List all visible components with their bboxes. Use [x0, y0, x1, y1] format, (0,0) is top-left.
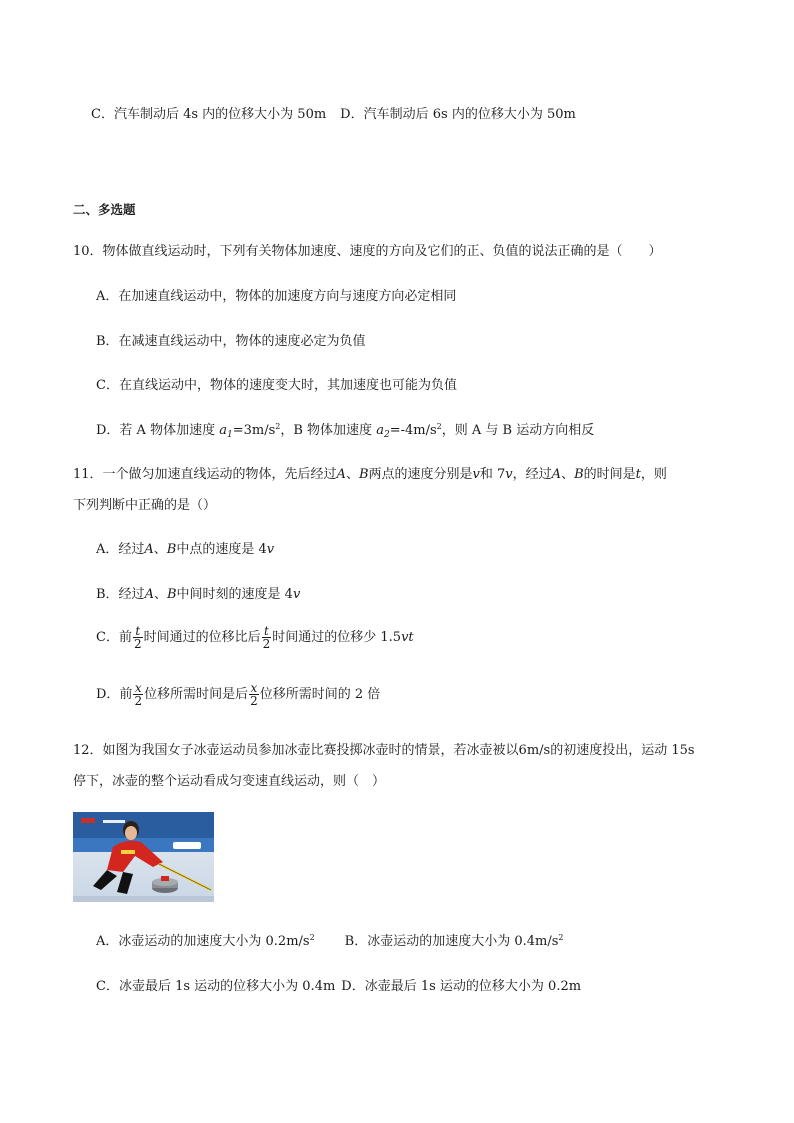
q9-option-c-letter: C．: [91, 107, 114, 122]
section-title: 二、多选题: [73, 202, 136, 217]
q12-stem-line2: 停下，冰壶的整个运动看成匀变速直线运动，则（ ）: [73, 774, 386, 789]
q10-stem: 10．物体做直线运动时，下列有关物体加速度、速度的方向及它们的正、负值的说法正确的是（ ）: [73, 244, 662, 259]
q9-options-row: [91, 103, 576, 122]
q11-option-d: D．前 $\frac{x}{2}$ 位移所需时间是后 $\frac{x}{2}$ 位移所需时间的 2 倍: [96, 681, 381, 708]
q11-stem: 11．一个做匀加速直线运动的物体，先后经过A、B两点的速度分别是v和 7v，经过A、B的时间是t，则: [73, 467, 667, 482]
q10-option-a: A．在加速直线运动中，物体的加速度方向与速度方向必定相同: [96, 289, 457, 304]
q12-options-row-2: [96, 975, 581, 994]
curling-athlete-photo: [73, 812, 214, 902]
q11-option-a: A．经过A、B中点的速度是 4v: [96, 542, 275, 557]
fraction-t-over-2: $\frac{t}{2}$: [262, 624, 271, 651]
q12-option-d: D．冰壶最后 1s 运动的位移大小为 0.2m: [341, 979, 582, 994]
q11-option-c: C．前 $\frac{t}{2}$ 时间通过的位移比后 $\frac{t}{2}$ 时间通过的位移少 1.5vt: [96, 624, 414, 651]
q12-stem-line1: 12．如图为我国女子冰壶运动员参加冰壶比赛投掷冰壶时的情景，若冰壶被以6m/s的初速度投出，运动 15s: [73, 743, 695, 758]
q10-option-b: B．在减速直线运动中，物体的速度必定为负值: [96, 334, 366, 349]
q9-option-d: 汽车制动后 6s 内的位移大小为 50m: [363, 107, 576, 122]
q12-option-a: A．冰壶运动的加速度大小为 0.2m/s: [96, 934, 310, 949]
q9-option-d-letter: D．: [340, 107, 364, 122]
fraction-x-over-2: $\frac{x}{2}$: [250, 681, 258, 708]
q9-option-c: 汽车制动后 4s 内的位移大小为 50m: [113, 107, 327, 122]
q11-option-b: B．经过A、B中间时刻的速度是 4v: [96, 587, 301, 602]
fraction-x-over-2: $\frac{x}{2}$: [134, 681, 143, 708]
q12-options-row-1: A．冰壶运动的加速度大小为 $0.2m/s^2$ B．冰壶运动的加速度大小为 $0.4m/s^2$: [96, 933, 564, 949]
q12-option-b: B．冰壶运动的加速度大小为 0.4m/s: [344, 934, 559, 949]
q12-option-c: C．冰壶最后 1s 运动的位移大小为 0.4m: [96, 979, 336, 994]
q10-option-d: D．若 A 物体加速度 $a_1=3m/s^2$，B 物体加速度 $a_2=-4m/s^2$，则 A 与 B 运动方向相反: [96, 422, 595, 440]
q10-option-c: C．在直线运动中，物体的速度变大时，其加速度也可能为负值: [96, 378, 457, 393]
q11-stem-line2: 下列判断中正确的是（）: [73, 498, 217, 513]
fraction-t-over-2: $\frac{t}{2}$: [133, 624, 142, 651]
curling-photo-illustration: [73, 812, 214, 902]
